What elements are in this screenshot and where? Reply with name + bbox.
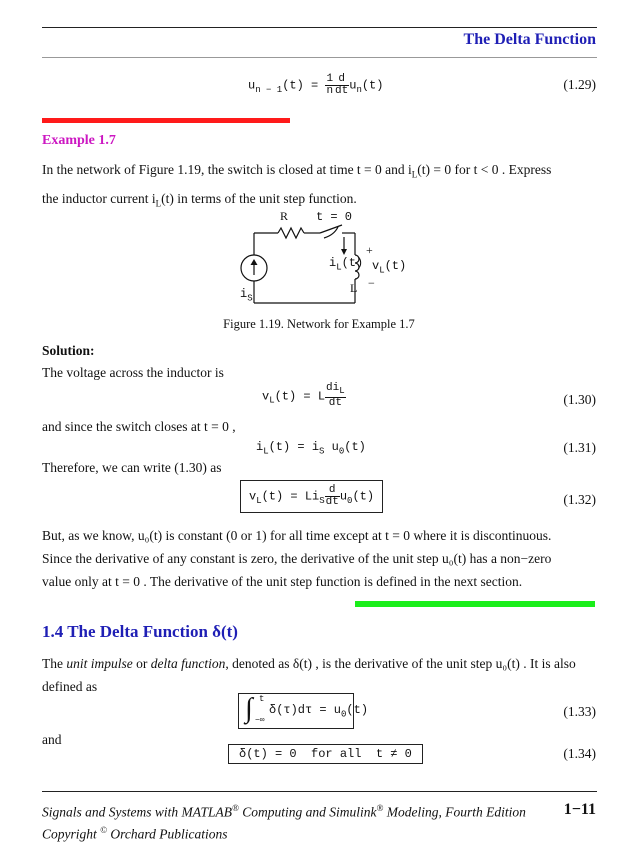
section-intro-line-2: defined as xyxy=(42,679,98,694)
equation-1-30: $v_L(t) = L$ $\frac{di_L}{dt}$ xyxy=(262,382,345,410)
figure-caption: Figure 1.19. Network for Example 1.7 xyxy=(223,317,415,331)
equation-number-1-29: (1.29) xyxy=(563,77,596,92)
red-divider-bar xyxy=(42,118,290,123)
header-top-rule xyxy=(42,27,597,28)
running-title: The Delta Function xyxy=(463,31,596,48)
equation-number-1-32: (1.32) xyxy=(563,492,596,507)
footer-copyright: Copyright © Orchard Publications xyxy=(42,825,228,842)
figure-label-R: R xyxy=(280,209,289,223)
figure-label-minus: − xyxy=(368,276,375,290)
equation-number-1-30: (1.30) xyxy=(563,392,596,407)
equation-number-1-31: (1.31) xyxy=(563,440,596,455)
figure-label-iS: $i_S$ xyxy=(240,287,253,304)
solution-intro: The voltage across the inductor is xyxy=(42,365,224,380)
figure-label-L: L xyxy=(350,281,358,295)
footer-book-title: Signals and Systems with MATLAB® Computing and Simulink® Modeling, Fourth Edition xyxy=(42,803,526,820)
example-heading: Example 1.7 xyxy=(42,133,116,148)
text-therefore: Therefore, we can write (1.30) as xyxy=(42,460,222,475)
page-number: 1−11 xyxy=(563,801,596,818)
figure-label-iL: $i_L(t)$ xyxy=(329,256,364,273)
equation-1-31: $i_L(t) = i_S$ $u_0(t)$ xyxy=(256,440,366,457)
solution-paragraph xyxy=(42,524,597,593)
solution-heading: Solution: xyxy=(42,343,95,358)
equation-1-32: $v_L(t) = Li_S$ $\frac{d}{dt}$ $u_0(t)$ xyxy=(240,480,383,513)
footer-rule xyxy=(42,791,597,792)
section-intro xyxy=(42,652,597,698)
solution-paragraph-line-1: But, as we know, u₀(t) is constant (0 or 1) for all time except at t = 0 where it is discontinuous. xyxy=(42,528,552,543)
section-heading: 1.4 The Delta Function δ(t) xyxy=(42,622,238,641)
green-divider-bar xyxy=(355,601,595,607)
equation-number-1-34: (1.34) xyxy=(563,746,596,761)
equation-1-34: δ(t) = 0 for all t ≠ 0 xyxy=(228,744,423,764)
figure-label-switch: t = 0 xyxy=(316,210,353,224)
solution-paragraph-line-3: value only at t = 0 . The derivative of the unit step function is defined in the next section. xyxy=(42,574,523,589)
example-text: In the network of Figure 1.19, the switch is closed at time t = 0 and $i_L(t) = 0$ for t < 0 . Express the inductor current $i_L(t)$ in terms of the unit step function. xyxy=(42,162,552,209)
equation-1-33: t ∫ −∞ $\delta(\tau)d\tau = u_0(t)$ xyxy=(238,693,354,729)
figure-label-plus: + xyxy=(366,243,373,257)
equation-1-29: $u_{n - 1}(t)$ = $\frac{1}{n}$ $\frac{d}{dt}$ $u_n(t)$ xyxy=(248,73,384,97)
text-switch-closes: and since the switch closes at t = 0 , xyxy=(42,419,236,434)
section-intro-line-1: The unit impulse or delta function, denoted as δ(t) , is the derivative of the unit step u₀(t) . It is also xyxy=(42,656,576,671)
equation-number-1-33: (1.33) xyxy=(563,704,596,719)
text-and: and xyxy=(42,732,62,747)
header-bottom-rule xyxy=(42,57,597,58)
solution-paragraph-line-2: Since the derivative of any constant is zero, the derivative of the unit step u₀(t) has a non−zero xyxy=(42,551,552,566)
figure-label-vL: $v_L(t)$ xyxy=(372,259,407,276)
